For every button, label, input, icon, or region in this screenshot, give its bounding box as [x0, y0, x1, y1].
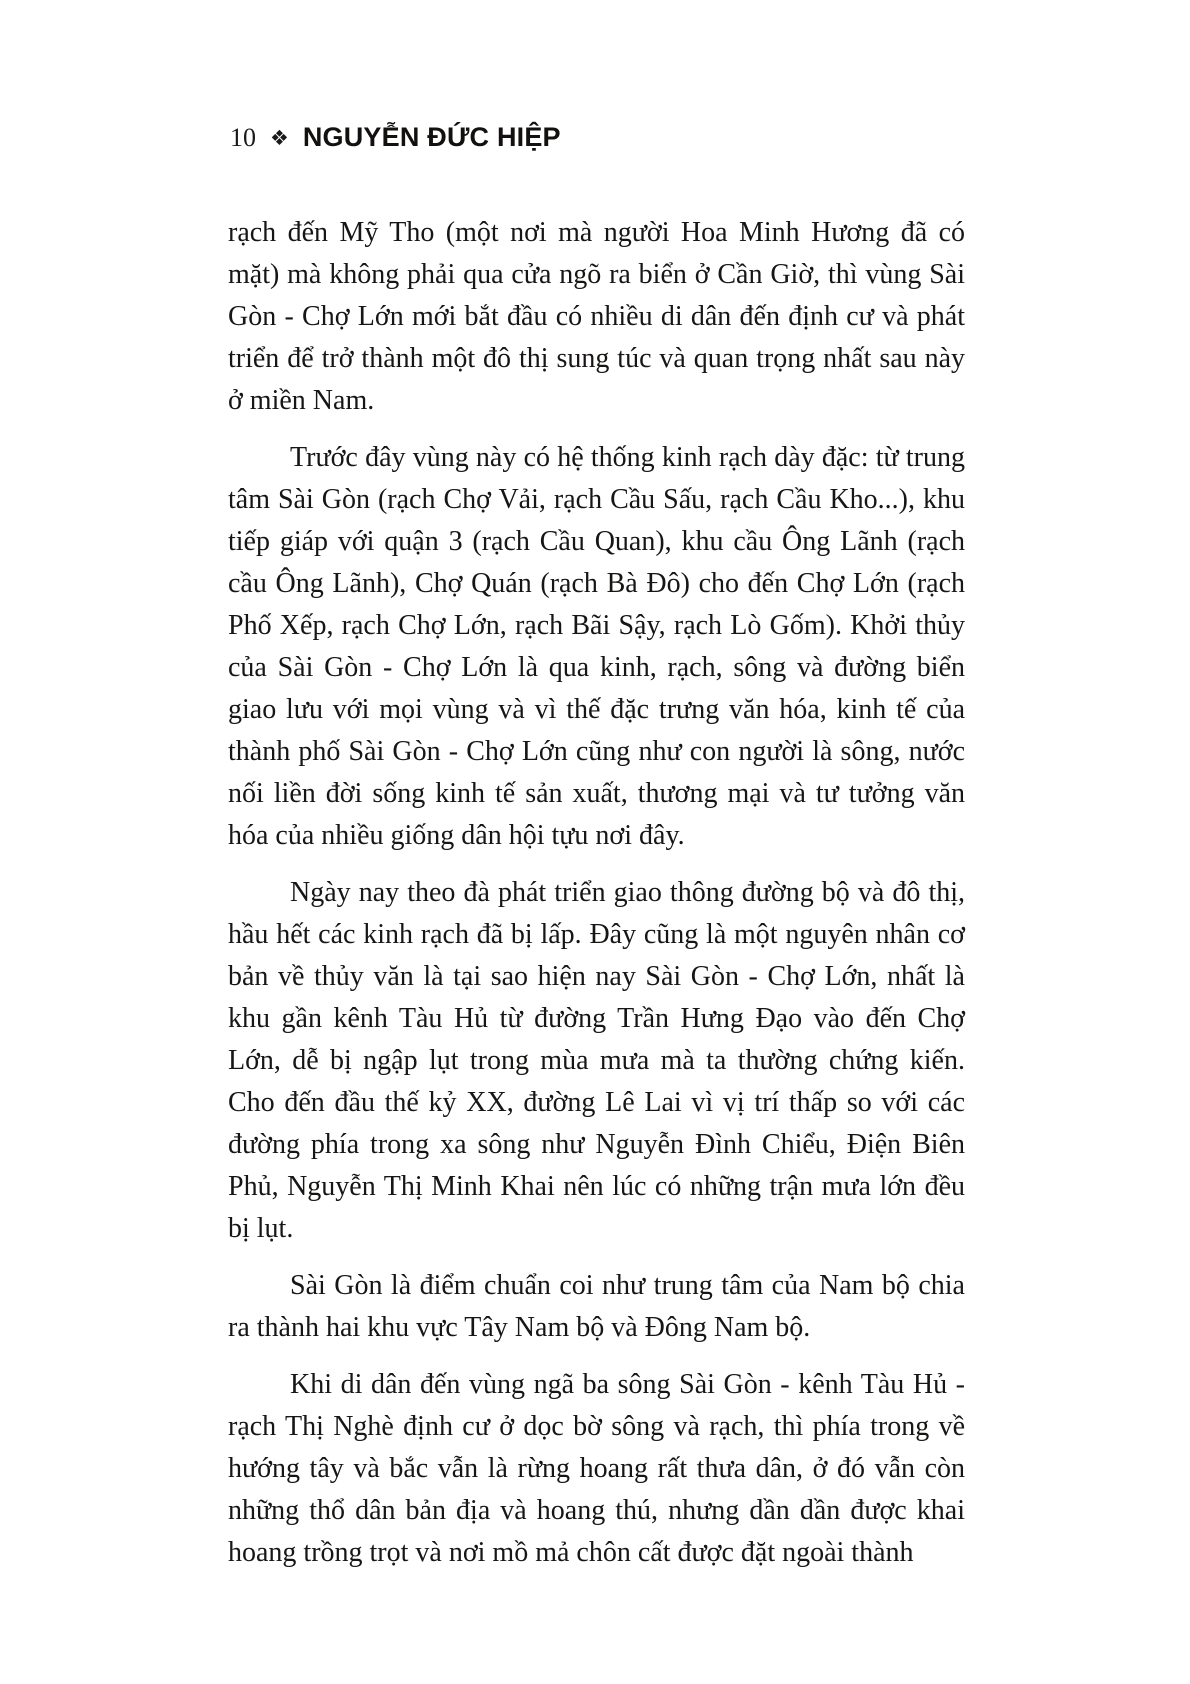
- paragraph: Trước đây vùng này có hệ thống kinh rạch dày đặc: từ trung tâm Sài Gòn (rạch Chợ Vải, rạch Cầu Sấu, rạch Cầu Kho...), khu tiếp giáp với quận 3 (rạch Cầu Quan), khu cầu Ông Lãnh (rạch cầu Ông Lãnh), Chợ Quán (rạch Bà Đô) cho đến Chợ Lớn (rạch Phố Xếp, rạch Chợ Lớn, rạch Bãi Sậy, rạch Lò Gốm). Khởi thủy của Sài Gòn - Chợ Lớn là qua kinh, rạch, sông và đường biển giao lưu với mọi vùng và vì thế đặc trưng văn hóa, kinh tế của thành phố Sài Gòn - Chợ Lớn cũng như con người là sông, nước nối liền đời sống kinh tế sản xuất, thương mại và tư tưởng văn hóa của nhiều giống dân hội tựu nơi đây.: [228, 442, 965, 851]
- page-body: [228, 212, 965, 1589]
- running-header: [230, 122, 561, 153]
- paragraph: Ngày nay theo đà phát triển giao thông đường bộ và đô thị, hầu hết các kinh rạch đã bị lấp. Đây cũng là một nguyên nhân cơ bản về thủy văn là tại sao hiện nay Sài Gòn - Chợ Lớn, nhất là khu gần kênh Tàu Hủ từ đường Trần Hưng Đạo vào đến Chợ Lớn, dễ bị ngập lụt trong mùa mưa mà ta thường chứng kiến. Cho đến đầu thế kỷ XX, đường Lê Lai vì vị trí thấp so với các đường phía trong xa sông như Nguyễn Đình Chiểu, Điện Biên Phủ, Nguyễn Thị Minh Khai nên lúc có những trận mưa lớn đều bị lụt.: [228, 877, 965, 1244]
- page-number: 10: [230, 123, 256, 152]
- paragraph: Khi di dân đến vùng ngã ba sông Sài Gòn - kênh Tàu Hủ - rạch Thị Nghè định cư ở dọc bờ sông và rạch, thì phía trong về hướng tây và bắc vẫn là rừng hoang rất thưa dân, ở đó vẫn còn những thổ dân bản địa và hoang thú, nhưng dần dần được khai hoang trồng trọt và nơi mồ mả chôn cất được đặt ngoài thành: [228, 1369, 965, 1568]
- author-name: NGUYỄN ĐỨC HIỆP: [302, 122, 561, 152]
- diamond-ornament-icon: ❖: [270, 126, 289, 150]
- paragraph: rạch đến Mỹ Tho (một nơi mà người Hoa Minh Hương đã có mặt) mà không phải qua cửa ngõ ra biển ở Cần Giờ, thì vùng Sài Gòn - Chợ Lớn mới bắt đầu có nhiều di dân đến định cư và phát triển để trở thành một đô thị sung túc và quan trọng nhất sau này ở miền Nam.: [228, 217, 965, 416]
- paragraph: Sài Gòn là điểm chuẩn coi như trung tâm của Nam bộ chia ra thành hai khu vực Tây Nam bộ và Đông Nam bộ.: [228, 1270, 965, 1343]
